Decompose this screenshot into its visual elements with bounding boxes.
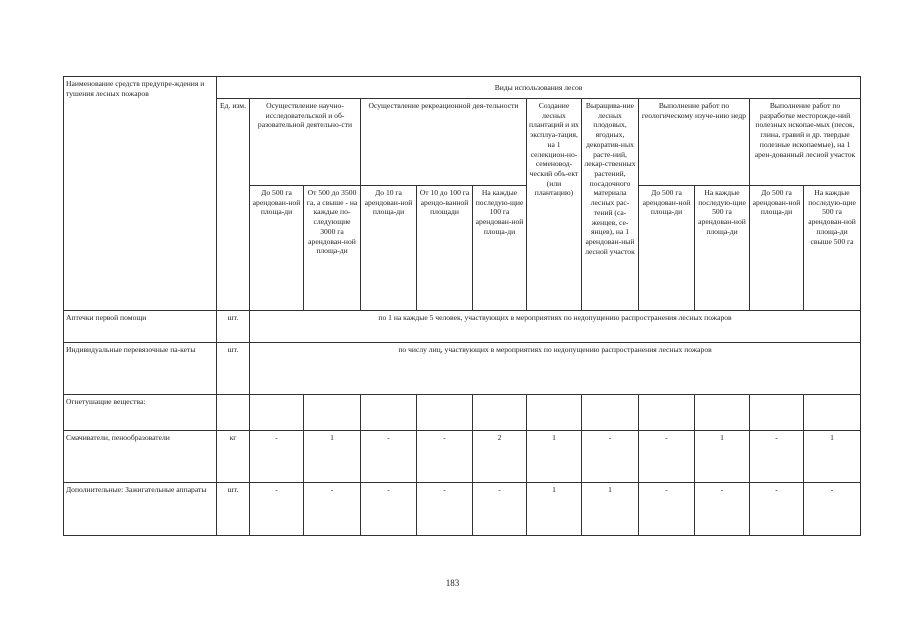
header-geology: Выполнение работ по геологическому изуче-нию недр: [639, 99, 750, 186]
row-cell: -: [639, 483, 695, 536]
row-span-text: по числу лиц, участвующих в мероприятиях по недопущению распространения лесных пожаров: [250, 343, 861, 395]
row-cell: 1: [304, 431, 361, 483]
table-row: [64, 395, 861, 431]
fire-equipment-table: [63, 76, 861, 536]
header-types-title: Виды использования лесов: [217, 77, 861, 99]
row-cell: -: [473, 483, 527, 536]
subheader-cell: На каждые последую-щие 500 га арендован-ной площа-ди: [695, 186, 750, 311]
row-cell: [304, 395, 361, 431]
row-cell: -: [361, 483, 417, 536]
row-cell: [250, 395, 304, 431]
table-row: [64, 431, 861, 483]
subheader-cell: До 500 га арендован-ной площа-ди: [250, 186, 304, 311]
subheader-cell: До 500 га арендован-ной площа-ди: [639, 186, 695, 311]
row-cell: -: [695, 483, 750, 536]
table-row: [64, 311, 861, 343]
row-cell: [473, 395, 527, 431]
subheader-cell: От 500 до 3500 га, а свыше - на каждые по-следующие 3000 га арендован-ной площа-ди: [304, 186, 361, 311]
row-name: Дополнительные: Зажигательные аппараты: [64, 483, 217, 536]
subheader-cell: На каждые последую-щие 100 га арендован-ной площа-ди: [473, 186, 527, 311]
row-name: Аптечки первой помощи: [64, 311, 217, 343]
row-cell: -: [304, 483, 361, 536]
header-science: Осуществление научно-исследовательской и об-разовательной деятельно-сти: [250, 99, 361, 186]
row-unit: шт.: [217, 311, 250, 343]
row-cell: [639, 395, 695, 431]
row-cell: -: [250, 431, 304, 483]
row-cell: 1: [804, 431, 861, 483]
row-cell: [527, 395, 582, 431]
header-recreation: Осуществление рекреационной дея-тельности: [361, 99, 527, 186]
row-cell: -: [417, 431, 473, 483]
row-cell: [582, 395, 639, 431]
row-cell: -: [750, 483, 804, 536]
row-cell: [417, 395, 473, 431]
row-cell: -: [804, 483, 861, 536]
row-cell: 1: [527, 483, 582, 536]
row-name: Огнетушащие вещества:: [64, 395, 217, 431]
page-number: 183: [445, 578, 460, 588]
header-plantations: Создание лесных плантаций и их эксплуа-тация, на 1 селекцион-но-семеновод-ческий объ-ект (или плантацию): [527, 99, 582, 311]
subheader-cell: На каждые последую-щие 500 га арендован-ной площа-ди свыше 500 га: [804, 186, 861, 311]
row-cell: -: [639, 431, 695, 483]
subheader-cell: До 500 га арендован-ной площа-ди: [750, 186, 804, 311]
row-span-text: по 1 на каждые 5 человек, участвующих в мероприятиях по недопущению распространения лесных пожаров: [250, 311, 861, 343]
row-cell: [804, 395, 861, 431]
row-cell: 2: [473, 431, 527, 483]
row-unit: [217, 395, 250, 431]
row-unit: шт.: [217, 343, 250, 395]
row-name: Индивидуальные перевязочные па-кеты: [64, 343, 217, 395]
row-unit: кг: [217, 431, 250, 483]
subheader-cell: До 10 га арендован-ной площа-ди: [361, 186, 417, 311]
row-name: Смачиватели, пенообразователи: [64, 431, 217, 483]
table-row: [64, 343, 861, 395]
header-unit: Ед. изм.: [217, 99, 250, 311]
row-unit: шт.: [217, 483, 250, 536]
row-cell: -: [417, 483, 473, 536]
header-cultivation: Выращива-ние лесных плодовых, ягодных, декоратив-ных расте-ний, лекар-ственных растений, посадочного материала лесных рас-тений (са-женцев, се-янцев), на 1 арендован-ный лесной участок: [582, 99, 639, 311]
header-name-col: Наименование средств предупре-ждения и тушения лесных пожаров: [64, 77, 217, 311]
row-cell: 1: [582, 483, 639, 536]
row-cell: 1: [527, 431, 582, 483]
subheader-cell: От 10 до 100 га арендо-ванной площади: [417, 186, 473, 311]
row-cell: -: [750, 431, 804, 483]
row-cell: -: [361, 431, 417, 483]
row-cell: [695, 395, 750, 431]
table-row: [64, 483, 861, 536]
row-cell: [750, 395, 804, 431]
row-cell: -: [582, 431, 639, 483]
row-cell: [361, 395, 417, 431]
header-minerals: Выполнение работ по разработке месторожде-ний полезных ископае-мых (песок, глина, гравий и др. твердые полезные ископаемые), на 1 арен-дованный лесной участок: [750, 99, 861, 186]
row-cell: -: [250, 483, 304, 536]
row-cell: 1: [695, 431, 750, 483]
